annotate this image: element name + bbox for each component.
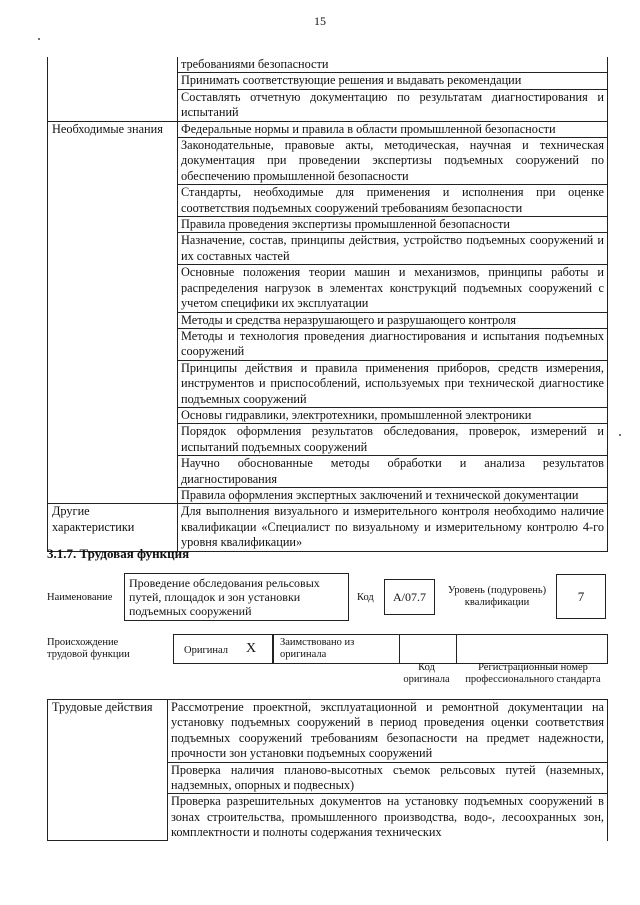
row-text: Методы и технология проведения диагностирования и испытания подъемных сооружений [178, 328, 608, 360]
row-text: Принимать соответствующие решения и выдавать рекомендации [178, 73, 608, 89]
row-text: Федеральные нормы и правила в области промышленной безопасности [178, 121, 608, 137]
name-value: Проведение обследования рельсовых путей, площадок и зон установки подъемных сооружений [129, 576, 320, 618]
row-text: Проверка наличия планово-высотных съемок рельсовых путей (наземных, надземных, опорных и подвесных) [168, 762, 608, 794]
row-text: Основы гидравлики, электротехники, промышленной электроники [178, 407, 608, 423]
original-box [173, 634, 273, 664]
level-value: 7 [577, 589, 585, 604]
code-value-box [384, 579, 435, 615]
scan-dot [38, 38, 40, 40]
row-label-other: Другие характеристики [48, 504, 178, 551]
borrowed-divider-2 [456, 635, 457, 663]
row-text: Основные положения теории машин и механизмов, принципы работы и распределения нагрузок в элементах конструкций подъемных сооружений с учетом специфики их эксплуатации [178, 265, 608, 312]
code-caption: Код оригинала [403, 662, 450, 685]
row-text: Рассмотрение проектной, эксплуатационной и ремонтной документации на установку подъемных сооружений в период проведения оценки соответствия подъемных сооружений требованиям безопасности на предмет надежности, прочности зон установки подъемных сооружений [168, 700, 608, 763]
row-text: Для выполнения визуального и измерительного контроля необходимо наличие квалификации «Специалист по визуальному и измерительному контролю 4-го уровня квалификации» [178, 504, 608, 551]
row-text: Стандарты, необходимые для применения и исполнения при оценке соответствия подъемных сооружений требованиям безопасности [178, 185, 608, 217]
row-label-empty [48, 57, 178, 121]
row-text: Принципы действия и правила применения приборов, средств измерения, инструментов и приспособлений, используемых при технической диагностике подъемных сооружений [178, 360, 608, 407]
origin-label: Происхождение трудовой функции [47, 637, 130, 660]
name-label: Наименование [47, 592, 113, 603]
row-text: Правила оформления экспертных заключений и технической документации [178, 487, 608, 503]
row-text: Назначение, состав, принципы действия, устройство подъемных сооружений и их составных частей [178, 233, 608, 265]
table-row [48, 504, 608, 551]
section-heading: 3.1.7. Трудовая функция [47, 546, 190, 561]
borrowed-label: Заимствовано из оригинала [280, 637, 355, 660]
name-value-box [124, 573, 349, 621]
row-label-actions: Трудовые действия [48, 700, 168, 841]
page-number: 15 [314, 14, 326, 28]
table-row [48, 57, 608, 73]
row-text: Научно обоснованные методы обработки и анализа результатов диагностирования [178, 456, 608, 488]
original-label: Оригинал [184, 645, 228, 656]
borrowed-box [273, 634, 608, 664]
competencies-table [47, 57, 608, 552]
borrowed-divider-1 [399, 635, 400, 663]
code-value: A/07.7 [393, 590, 426, 604]
row-text: Составлять отчетную документацию по результатам диагностирования и испытаний [178, 89, 608, 121]
level-label: Уровень (подуровень) квалификации [447, 585, 547, 608]
level-value-box [556, 574, 606, 619]
reg-caption: Регистрационный номер профессионального стандарта [465, 662, 601, 685]
table-row [48, 700, 608, 763]
row-label-knowledge: Необходимые знания [48, 121, 178, 504]
scan-dot [619, 434, 621, 436]
row-text: Проверка разрешительных документов на установку подъемных сооружений в зонах строительства, промышленного производства, водо-, лесоохранных зон, комплектности и полноты содержания технических [168, 794, 608, 841]
row-text: требованиями безопасности [178, 57, 608, 73]
row-text: Порядок оформления результатов обследования, проверок, измерений и испытаний подъемных сооружений [178, 424, 608, 456]
row-text: Законодательные, правовые акты, методическая, научная и техническая документация при проведении экспертизы подъемных сооружений по обеспечению промышленной безопасности [178, 138, 608, 185]
row-text: Правила проведения экспертизы промышленной безопасности [178, 217, 608, 233]
labor-actions-table [47, 699, 608, 841]
row-text: Методы и средства неразрушающего и разрушающего контроля [178, 312, 608, 328]
code-label: Код [357, 592, 374, 603]
original-mark: X [246, 641, 257, 656]
table-row [48, 121, 608, 137]
